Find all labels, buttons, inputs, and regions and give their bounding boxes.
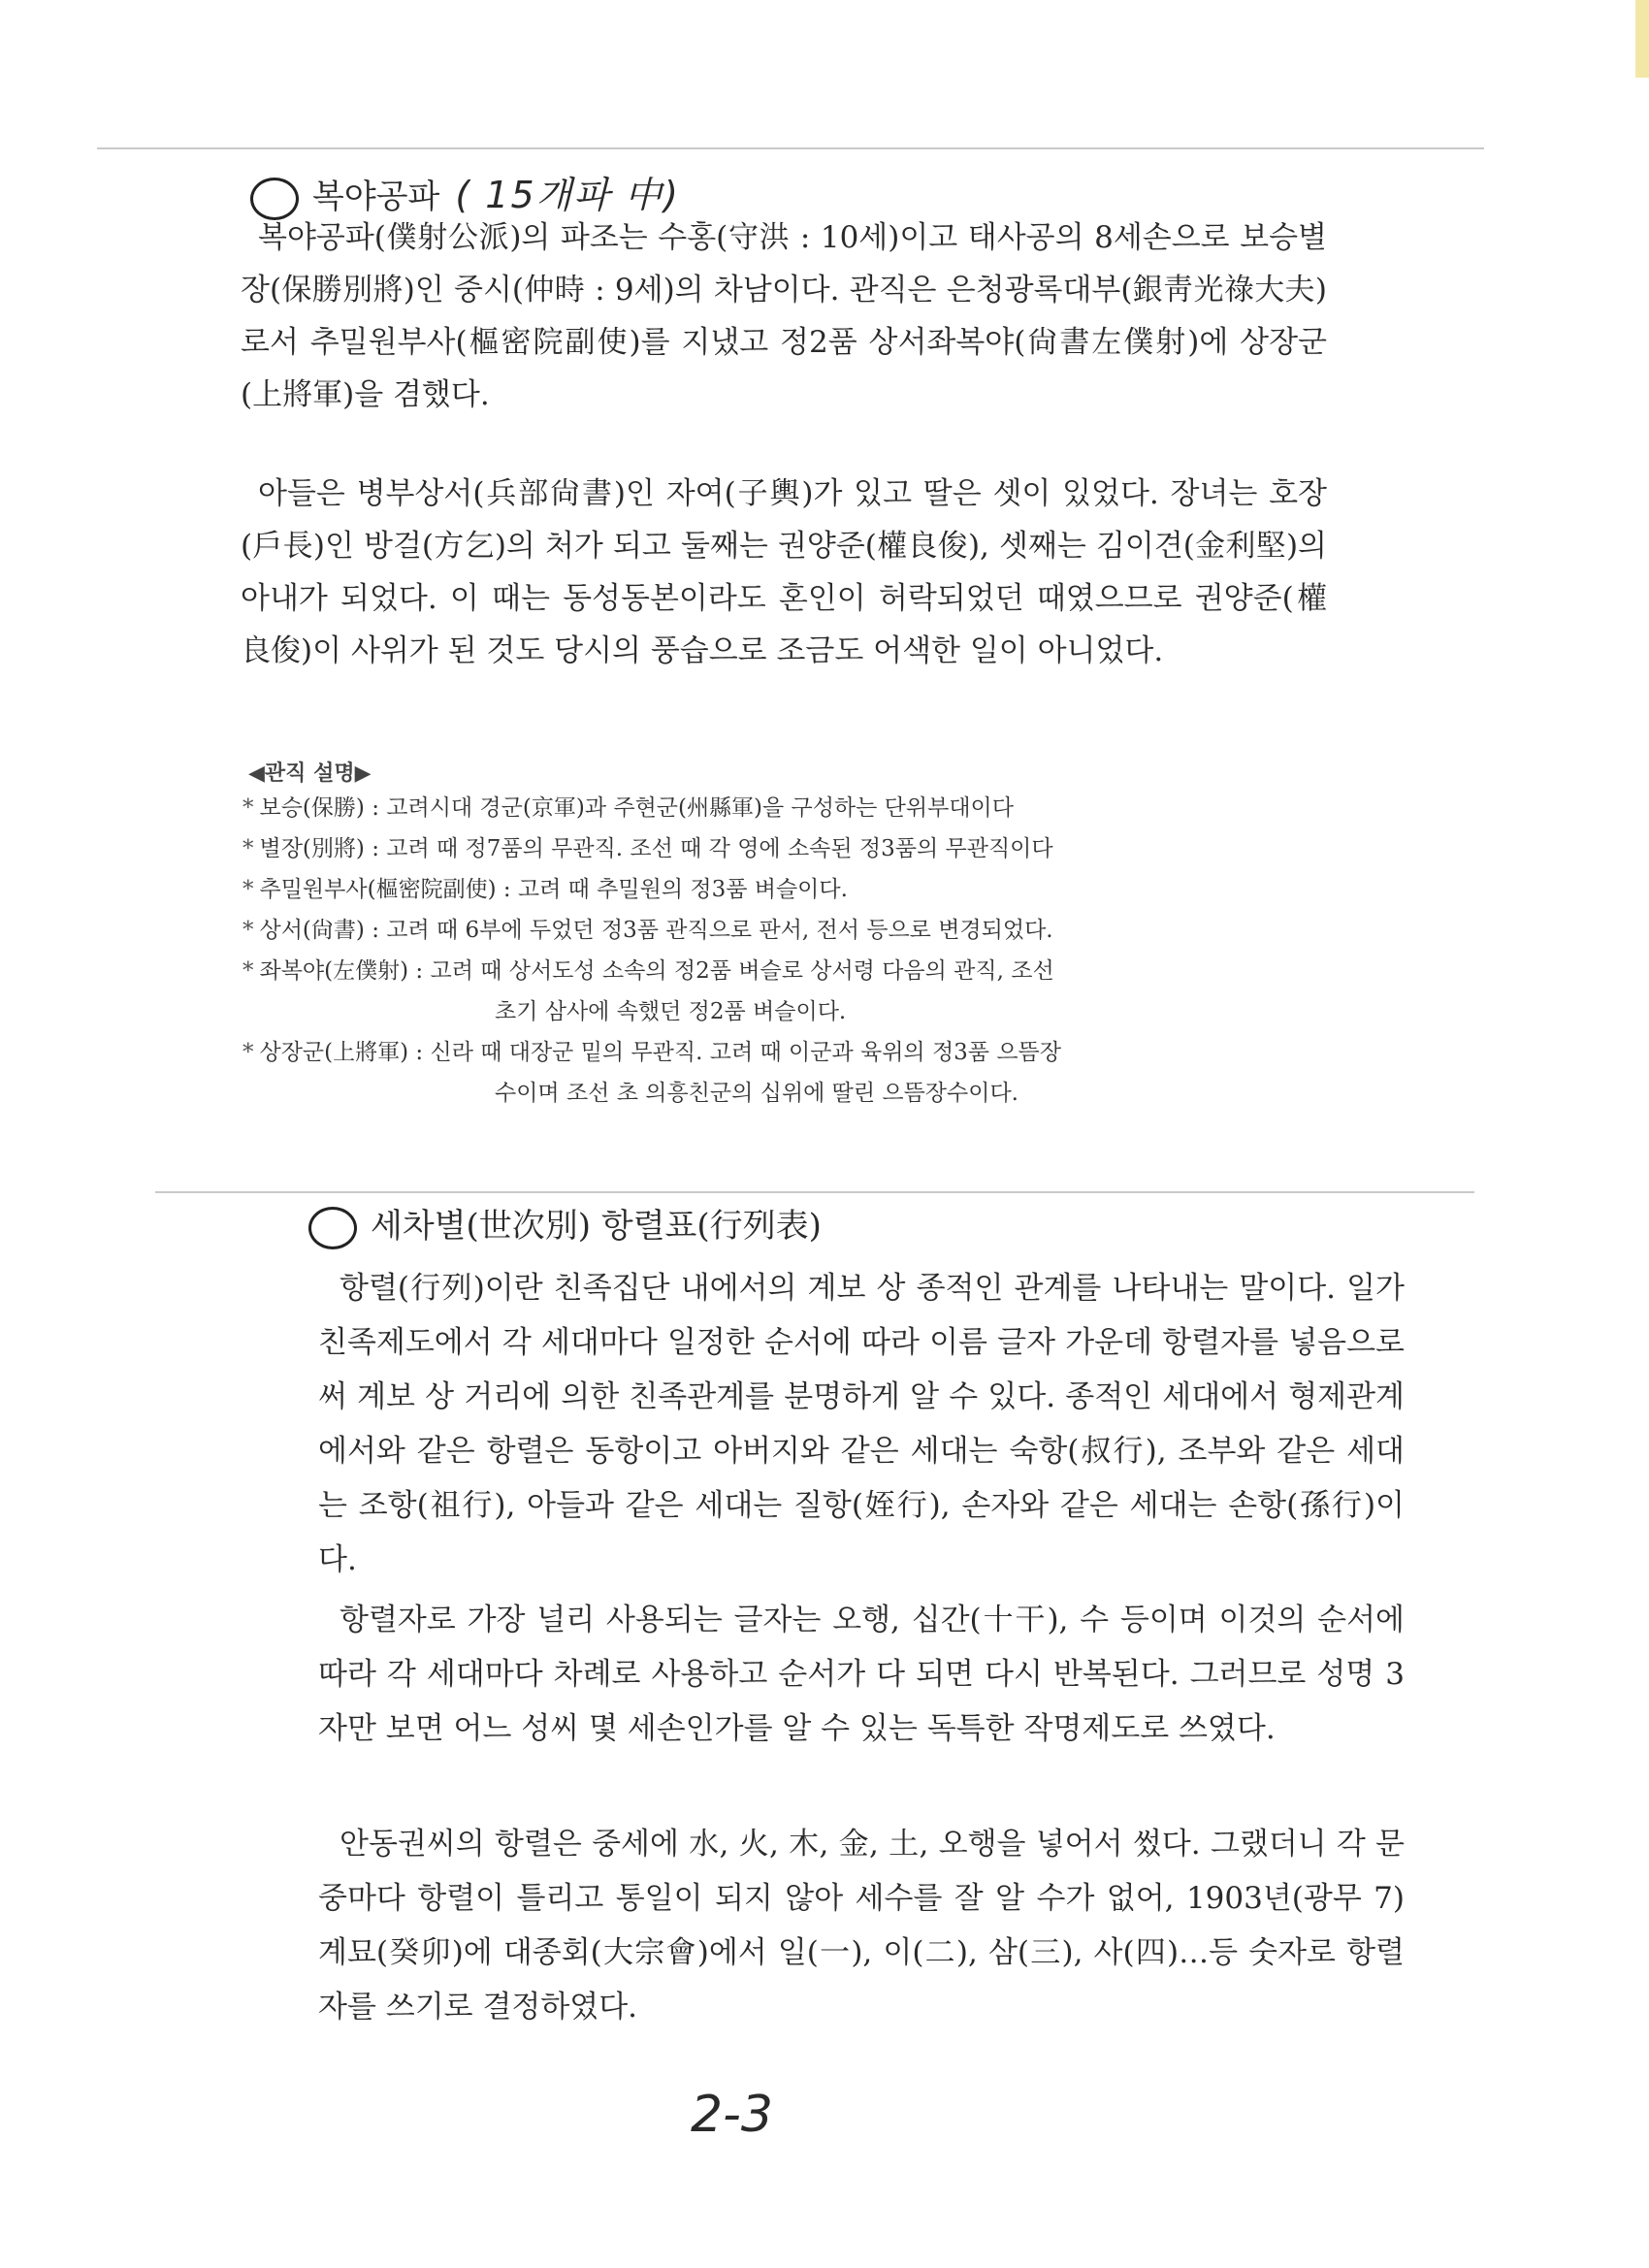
paragraph: 복야공파(僕射公派)의 파조는 수홍(守洪 : 10세)이고 태사공의 8세손으로 보승별장(保勝別將)인 중시(仲時 : 9세)의 차남이다. 관직은 은청광록대부(銀靑光祿大夫)로서 추밀원부사(樞密院副使)를 지냈고 정2품 상서좌복야(尙書左僕射)에 상장군(上將軍)을 겸했다. bbox=[241, 220, 1327, 412]
note-text: 별장(別將) : 고려 때 정7품의 무관직. 조선 때 각 영에 소속된 정3품의 무관직이다 bbox=[259, 836, 1053, 861]
note-item bbox=[242, 1032, 1358, 1073]
section-heading-hangryeol bbox=[308, 1199, 822, 1249]
note-continuation: 초기 삼사에 속했던 정2품 벼슬이다. bbox=[495, 999, 847, 1024]
note-item bbox=[242, 951, 1358, 991]
notes-title: ◀관직 설명▶ bbox=[248, 761, 372, 786]
note-marker: * bbox=[242, 958, 254, 984]
note-item bbox=[242, 828, 1358, 869]
handwritten-annotation: ( 15개파 中) bbox=[455, 174, 680, 216]
section-title: 복야공파 bbox=[312, 178, 440, 216]
paragraph: 항렬(行列)이란 친족집단 내에서의 계보 상 종적인 관계를 나타내는 말이다. 일가 친족제도에서 각 세대마다 일정한 순서에 따라 이름 글자 가운데 항렬자를 넣음으로써 계보 상 거리에 의한 친족관계를 분명하게 알 수 있다. 종적인 세대에서 형제관계에서와 같은 항렬은 동항이고 아버지와 같은 세대는 숙항(叔行), 조부와 같은 세대는 조항(祖行), 아들과 같은 세대는 질항(姪行), 손자와 같은 세대는 손항(孫行)이다. bbox=[318, 1271, 1405, 1577]
paragraph: 안동권씨의 항렬은 중세에 水, 火, 木, 金, 土, 오행을 넣어서 썼다. 그랬더니 각 문중마다 항렬이 틀리고 통일이 되지 않아 세수를 잘 알 수가 없어, 1903년(광무 7) 계묘(癸卯)에 대종회(大宗會)에서 일(一), 이(二), 삼(三), 사(四)…등 숫자로 항렬자를 쓰기로 결정하였다. bbox=[318, 1827, 1405, 2025]
note-marker: * bbox=[242, 1040, 254, 1065]
note-item bbox=[242, 910, 1358, 951]
note-item bbox=[242, 869, 1358, 910]
note-marker: * bbox=[242, 918, 254, 943]
section-title: 세차별(世次別) 항렬표(行列表) bbox=[371, 1207, 822, 1246]
note-text: 추밀원부사(樞密院副使) : 고려 때 추밀원의 정3품 벼슬이다. bbox=[259, 877, 848, 902]
paper-edge-tab bbox=[1635, 0, 1649, 78]
page-number: 2-3 bbox=[691, 2086, 773, 2144]
note-continuation: 수이며 조선 초 의흥친군의 십위에 딸린 으뜸장수이다. bbox=[495, 1081, 1018, 1106]
paragraph: 항렬자로 가장 널리 사용되는 글자는 오행, 십간(十干), 수 등이며 이것의 순서에 따라 각 세대마다 차례로 사용하고 순서가 다 되면 다시 반복된다. 그러므로 성명 3자만 보면 어느 성씨 몇 세손인가를 알 수 있는 독특한 작명제도로 쓰였다. bbox=[318, 1603, 1405, 1746]
note-text: 보승(保勝) : 고려시대 경군(京軍)과 주현군(州縣軍)을 구성하는 단위부대이다 bbox=[259, 795, 1014, 821]
note-item bbox=[242, 788, 1358, 828]
circle-bullet-icon bbox=[308, 1207, 357, 1249]
top-divider bbox=[97, 147, 1484, 149]
note-marker: * bbox=[242, 836, 254, 861]
note-text: 상서(尙書) : 고려 때 6부에 두었던 정3품 관직으로 판서, 전서 등으로 변경되었다. bbox=[259, 918, 1053, 943]
notes-list bbox=[242, 788, 1358, 1114]
note-text: 상장군(上將軍) : 신라 때 대장군 밑의 무관직. 고려 때 이군과 육위의 정3품 으뜸장 bbox=[259, 1040, 1061, 1065]
middle-divider bbox=[155, 1191, 1474, 1193]
note-text: 좌복야(左僕射) : 고려 때 상서도성 소속의 정2품 벼슬로 상서령 다음의 관직, 조선 bbox=[259, 958, 1054, 984]
note-marker: * bbox=[242, 795, 254, 821]
note-marker: * bbox=[242, 877, 254, 902]
paragraph: 아들은 병부상서(兵部尙書)인 자여(子輿)가 있고 딸은 셋이 있었다. 장녀는 호장(戶長)인 방걸(方乞)의 처가 되고 둘째는 권양준(權良俊), 셋째는 김이견(金利堅)의 아내가 되었다. 이 때는 동성동본이라도 혼인이 허락되었던 때였으므로 권양준(權良俊)이 사위가 된 것도 당시의 풍습으로 조금도 어색한 일이 아니었다. bbox=[241, 476, 1327, 668]
